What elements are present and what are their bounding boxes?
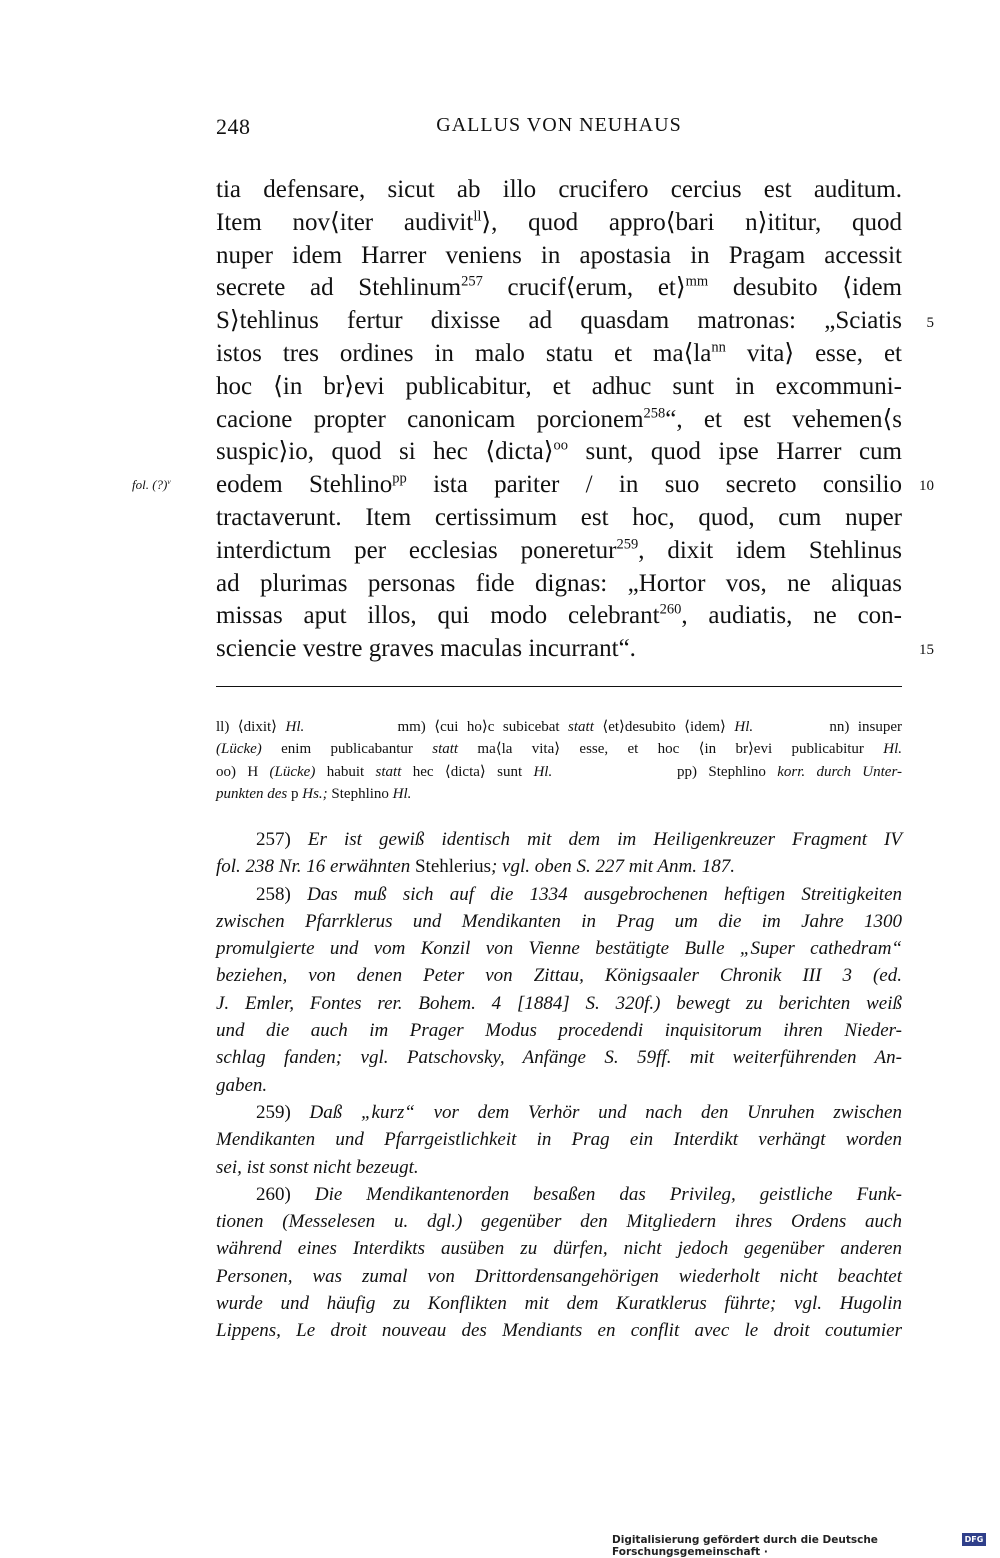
main-text-line: istos tres ordines in malo statu et $ma⟨la^{nn}$ vita⟩ esse, et	[216, 339, 902, 367]
footnote-line: sei, ist sonst nicht bezeugt.	[216, 1156, 419, 1178]
main-text-line: cacione propter canonicam porcionem$^{258}$“, et est vehemen⟨s	[216, 405, 902, 433]
footnote-line: tionen (Messelesen u. dgl.) gegenüber den Mitgliedern ihres Ordens auch	[216, 1211, 902, 1233]
page-number: 248	[216, 114, 251, 139]
main-text-line: Item nov⟨iter audivit$^{ll}$⟩, quod appro⟨bari n⟩ititur, quod	[216, 208, 902, 236]
footnote-line: 258) Das muß sich auf die 1334 ausgebrochenen heftigen Streitigkeiten	[256, 883, 902, 905]
main-text-line: secrete ad Stehlinum$^{257}$ crucif⟨erum, et⟩$^{mm}$ desubito ⟨idem	[216, 273, 902, 302]
footnote-line: J. Emler, Fontes rer. Bohem. 4 [1884] S. 320f.) bewegt zu berichten weiß	[216, 992, 902, 1014]
footnote	[216, 1099, 902, 1181]
line-number-5: 5	[926, 315, 934, 331]
footnote	[216, 881, 902, 1099]
footnote-line: Mendikanten und Pfarrgeistlichkeit in Prag ein Interdikt verhängt worden	[216, 1129, 902, 1151]
footnote-line: Lippens, Le droit nouveau des Mendiants en conflit avec le droit coutumier	[216, 1320, 902, 1342]
footnote-line: und die auch im Prager Modus procedendi inquisitorum ihren Nieder-	[216, 1020, 902, 1042]
main-text-line: S⟩tehlinus fertur dixisse ad quasdam matronas: „Sciatis	[216, 307, 902, 335]
footnote-line: Personen, was zumal von Drittordensangehörigen wiederholt nicht beachtet	[216, 1265, 902, 1287]
line-number-10: 10	[919, 478, 934, 494]
footnote-line: zwischen Pfarrklerus und Mendikanten in Prag um die im Jahre 1300	[216, 910, 902, 932]
main-text-line: missas aput illos, qui modo celebrant$^{260}$, audiatis, ne con-	[216, 601, 903, 630]
folio-margin-note: fol. (?)$^v$	[132, 477, 171, 492]
line-number-15: 15	[919, 642, 934, 658]
digitization-credit: Digitalisierung gefördert durch die Deutsche Forschungsgemeinschaft ·	[612, 1534, 878, 1558]
footnote-line: gaben.	[216, 1074, 268, 1096]
main-text-line: sciencie vestre graves maculas incurrant“.	[216, 635, 636, 663]
main-text-line: hoc ⟨in br⟩evi publicabitur, et adhuc sunt in excommuni-	[216, 372, 902, 400]
running-title: GALLUS VON NEUHAUS	[436, 114, 682, 136]
apparatus-line: ll) ⟨dixit⟩ Hl. mm) ⟨cui ho⟩c subicebat statt ⟨et⟩desubito ⟨idem⟩ Hl. nn) insuper	[216, 719, 903, 735]
footnote-line: 257) Er ist gewiß identisch mit dem im Heiligenkreuzer Fragment IV	[256, 829, 902, 850]
footnote-line: schlag fanden; vgl. Patschovsky, Anfänge S. 59ff. mit weiterführenden An-	[216, 1047, 902, 1069]
footnote-line: wurde und häufig zu Konflikten mit dem Kuratklerus führte; vgl. Hugolin	[216, 1293, 902, 1315]
critical-apparatus	[216, 716, 902, 806]
main-text-line: ad plurimas personas fide dignas: „Hortor vos, ne aliquas	[216, 569, 902, 597]
main-text-line: tractaverunt. Item certissimum est hoc, quod, cum nuper	[216, 503, 902, 531]
footnote-divider	[216, 686, 902, 687]
footnote-line: 259) Daß „kurz“ vor dem Verhör und nach den Unruhen zwischen	[256, 1101, 902, 1123]
main-text	[216, 174, 902, 666]
page-header	[216, 114, 902, 146]
footnote-line: fol. 238 Nr. 16 erwähnten Stehlerius; vgl. oben S. 227 mit Anm. 187.	[216, 856, 735, 878]
main-text-line: eodem Stehlino$^{pp}$ ista pariter / in suo secreto consilio	[216, 470, 902, 499]
dfg-logo: DFG	[962, 1533, 986, 1546]
footnote-line: 260) Die Mendikantenorden besaßen das Privileg, geistliche Funk-	[256, 1183, 902, 1205]
main-text-line: nuper idem Harrer veniens in apostasia in Pragam accessit	[216, 241, 902, 269]
main-text-line: suspic⟩io, quod si hec ⟨dicta⟩$^{oo}$ sunt, quod ipse Harrer cum	[216, 437, 902, 466]
footnote	[216, 1181, 902, 1345]
commentary-footnotes	[216, 826, 902, 1345]
footnote	[216, 826, 902, 881]
main-text-line: tia defensare, sicut ab illo crucifero cercius est auditum.	[216, 176, 902, 203]
apparatus-line: punkten des p Hs.; Stephlino Hl.	[216, 786, 412, 803]
apparatus-line: oo) H (Lücke) habuit statt hec ⟨dicta⟩ sunt Hl. pp) Stephlino korr. durch Unter-	[216, 763, 902, 780]
main-text-line: interdictum per ecclesias poneretur$^{259}$, dixit idem Stehlinus	[216, 536, 902, 564]
footnote-line: beziehen, von denen Peter von Zittau, Königsaaler Chronik III 3 (ed.	[216, 965, 902, 987]
footnote-line: während eines Interdikts ausüben zu dürfen, nicht jedoch gegenüber anderen	[216, 1238, 902, 1260]
footnote-line: promulgierte und vom Konzil von Vienne bestätigte Bulle „Super cathedram“	[216, 938, 902, 960]
apparatus-line: (Lücke) enim publicabantur statt ma⟨la vita⟩ esse, et hoc ⟨in br⟩evi publicabitur Hl.	[216, 741, 902, 758]
